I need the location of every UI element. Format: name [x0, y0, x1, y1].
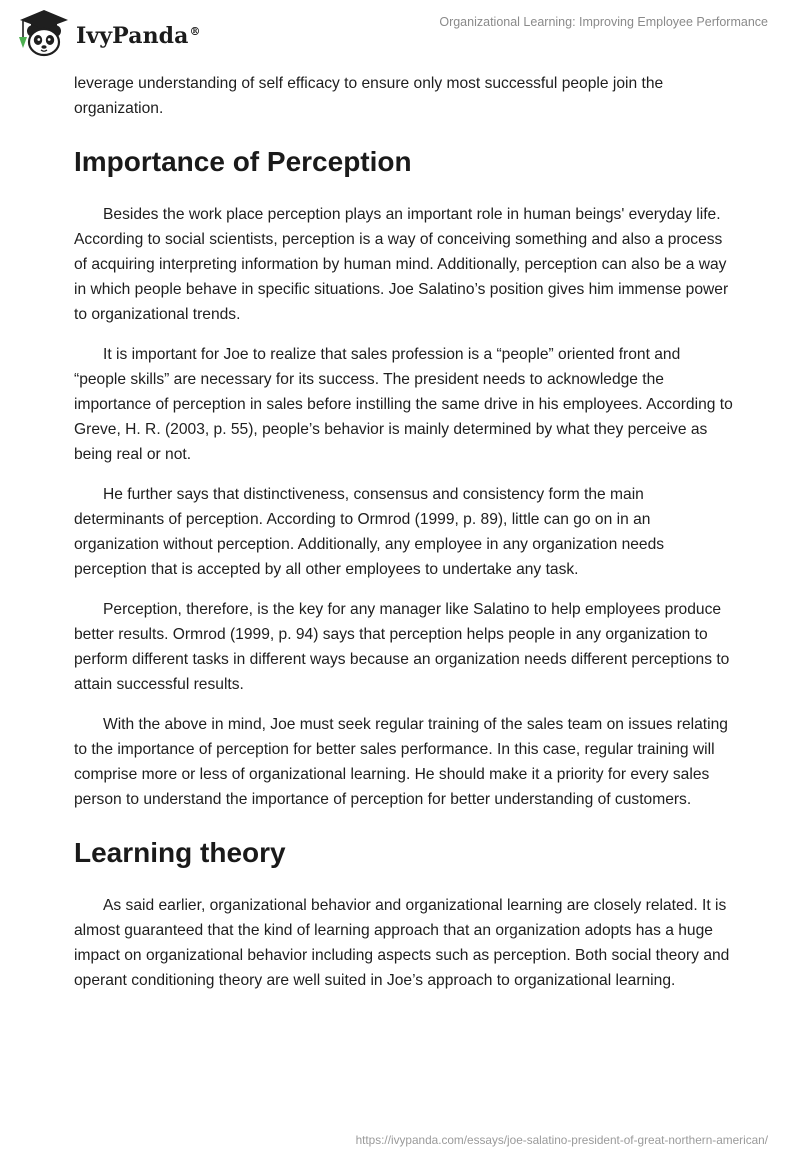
section-heading: Learning theory	[74, 837, 286, 868]
essay-body	[74, 71, 734, 1008]
body-paragraph: He further says that distinctiveness, consensus and consistency form the main determinants of perception. According to Ormrod (1999, p. 89), little can go on in an organization without perception. Additionally, any employee in any organization needs perception that is accepted by all other employees to undertake any task.	[74, 486, 665, 578]
document-title: Organizational Learning: Improving Employee Performance	[439, 15, 768, 29]
body-paragraph: Perception, therefore, is the key for any manager like Salatino to help employees produce better results. Ormrod (1999, p. 94) says that perception helps people in any organization to perform different tasks in different ways because an organization needs different perceptions to attain successful results.	[74, 601, 730, 693]
page-header	[0, 0, 800, 64]
body-paragraph: As said earlier, organizational behavior and organizational learning are closely related. It is almost guaranteed that the kind of learning approach that an organization adopts has a huge impact on organizational behavior including aspects such as perception. Both social theory and operant conditioning theory are well suited in Joe’s approach to organizational learning.	[74, 897, 730, 989]
logo-wordmark: IvyPanda®	[76, 23, 201, 49]
body-paragraph: Besides the work place perception plays an important role in human beings' everyday life. According to social scientists, perception is a way of conceiving something and also a process of acquiring interpreting information by human mind. Additionally, perception can also be a way in which people behave in specific situations. Joe Salatino’s position gives him immense power to organizational trends.	[74, 206, 729, 323]
section-heading: Importance of Perception	[74, 146, 412, 177]
body-paragraph: It is important for Joe to realize that sales profession is a “people” oriented front and “people skills” are necessary for its success. The president needs to acknowledge the importance of perception in sales before instilling the same drive in his employees. According to Greve, H. R. (2003, p. 55), people’s behavior is mainly determined by what they perceive as being real or not.	[74, 346, 733, 463]
source-url[interactable]: https://ivypanda.com/essays/joe-salatino-president-of-great-northern-american/	[355, 1133, 768, 1147]
registered-mark: ®	[189, 24, 201, 38]
lead-paragraph: leverage understanding of self efficacy to ensure only most successful people join the organization.	[74, 75, 664, 117]
panda-graduate-icon	[14, 7, 70, 59]
body-paragraph: With the above in mind, Joe must seek regular training of the sales team on issues relating to the importance of perception for better sales performance. In this case, regular training will comprise more or less of organizational learning. He should make it a priority for every sales person to understand the importance of perception for better understanding of customers.	[74, 716, 728, 808]
ivypanda-logo[interactable]	[14, 7, 201, 59]
